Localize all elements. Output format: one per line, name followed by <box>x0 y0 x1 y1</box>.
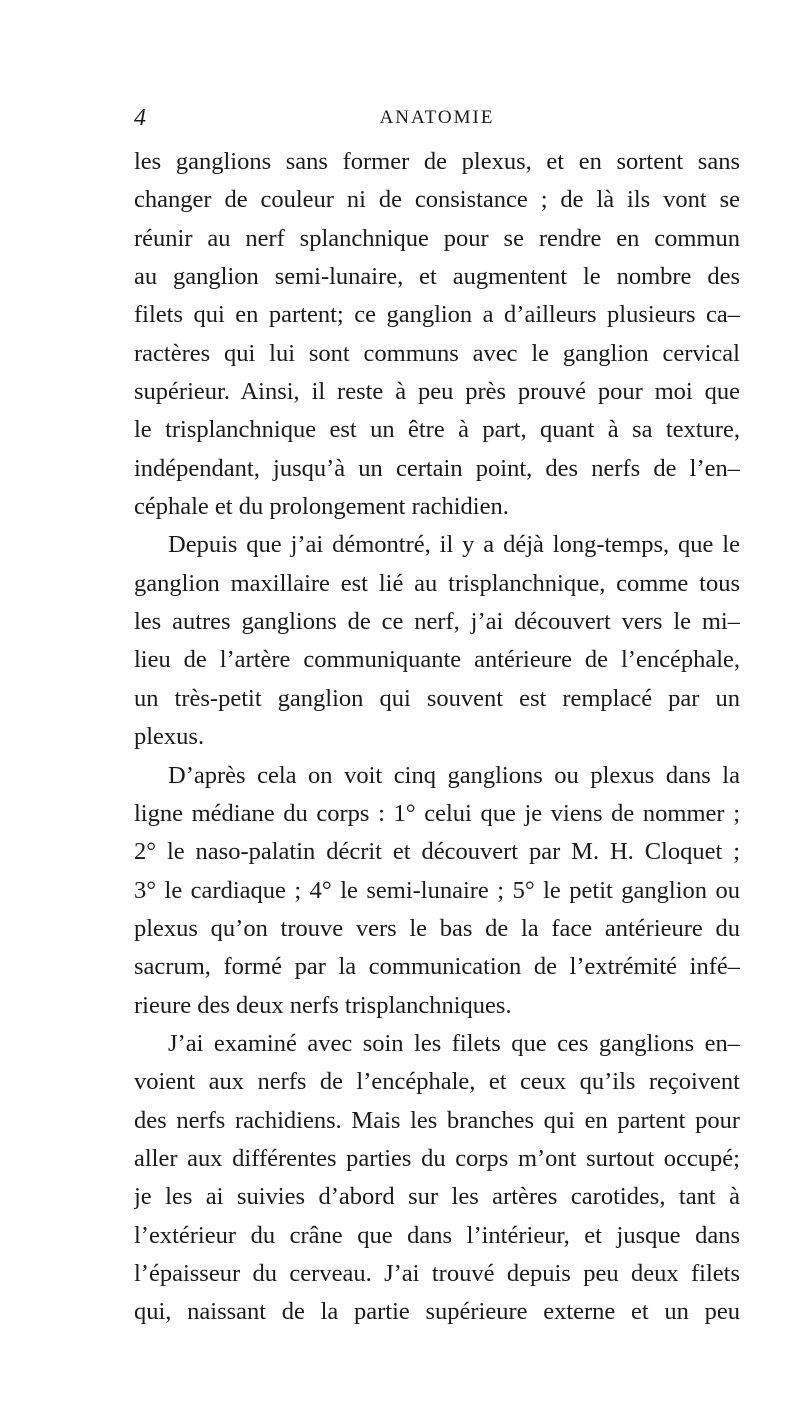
text-line: plexus. <box>134 723 205 751</box>
text-line: l’épaisseur du cerveau. J’ai trouvé depuis peu deux filets <box>134 1259 740 1287</box>
running-title: ANATOMIE <box>379 107 495 128</box>
text-line: voient aux nerfs de l’encéphale, et ceux qu’ils reçoivent <box>134 1068 740 1096</box>
text-line: les ganglions sans former de plexus, et en sortent sans <box>134 148 740 175</box>
text-line: lieu de l’artère communiquante antérieure de l’encéphale, <box>134 646 740 674</box>
text-line: aller aux différentes parties du corps m’ont surtout occupé; <box>134 1144 740 1172</box>
text-line: supérieur. Ainsi, il reste à peu près prouvé pour moi que <box>134 378 740 406</box>
paragraph-first-line: Depuis que j’ai démontré, il y a déjà long-temps, que le <box>168 531 740 559</box>
text-line: je les ai suivies d’abord sur les artères carotides, tant à <box>134 1183 740 1211</box>
text-line: plexus qu’on trouve vers le bas de la face antérieure du <box>134 914 740 942</box>
text-line: rieure des deux nerfs trisplanchniques. <box>134 991 512 1019</box>
text-line: ractères qui lui sont communs avec le ganglion cervical <box>134 339 740 367</box>
text-line: ligne médiane du corps : 1° celui que je viens de nommer ; <box>134 799 740 827</box>
text-line: 3° le cardiaque ; 4° le semi-lunaire ; 5° le petit ganglion ou <box>134 876 740 904</box>
text-line: sacrum, formé par la communication de l’extrémité infé– <box>134 953 740 981</box>
text-line: des nerfs rachidiens. Mais les branches qui en partent pour <box>134 1106 740 1134</box>
text-line: le trisplanchnique est un être à part, quant à sa texture, <box>134 416 740 444</box>
paragraph-first-line: D’après cela on voit cinq ganglions ou plexus dans la <box>168 761 740 789</box>
text-line: un très-petit ganglion qui souvent est remplacé par un <box>134 684 740 712</box>
body-text <box>134 143 740 1332</box>
text-line: filets qui en partent; ce ganglion a d’ailleurs plusieurs ca– <box>134 301 740 329</box>
text-line: au ganglion semi-lunaire, et augmentent le nombre des <box>134 263 740 291</box>
page-number: 4 <box>134 105 146 131</box>
text-line: changer de couleur ni de consistance ; de là ils vont se <box>134 186 740 214</box>
text-line: réunir au nerf splanchnique pour se rendre en commun <box>134 224 740 252</box>
text-line: qui, naissant de la partie supérieure externe et un peu <box>134 1298 740 1326</box>
paragraph-first-line: J’ai examiné avec soin les filets que ces ganglions en– <box>168 1029 740 1057</box>
text-line: indépendant, jusqu’à un certain point, des nerfs de l’en– <box>134 454 740 482</box>
text-line: les autres ganglions de ce nerf, j’ai découvert vers le mi– <box>134 608 740 636</box>
text-line: ganglion maxillaire est lié au trisplanchnique, comme tous <box>134 569 740 597</box>
running-head <box>134 100 740 136</box>
text-line: 2° le naso-palatin décrit et découvert par M. H. Cloquet ; <box>134 838 740 866</box>
text-line: l’extérieur du crâne que dans l’intérieur, et jusque dans <box>134 1221 740 1249</box>
text-line: céphale et du prolongement rachidien. <box>134 493 509 521</box>
